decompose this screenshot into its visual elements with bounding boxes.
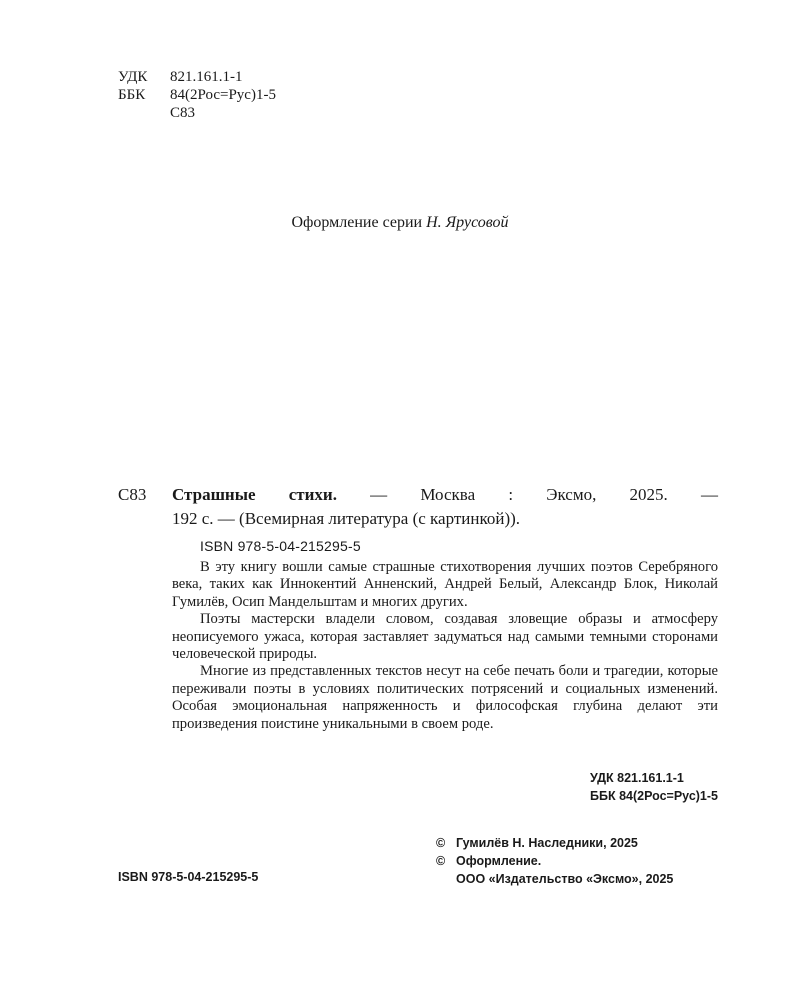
series-design-prefix: Оформление серии xyxy=(291,214,423,231)
series-designer-name: Н. Ярусовой xyxy=(426,214,509,231)
udk-label: УДК xyxy=(118,69,148,85)
entry-line-2: 192 с. — (Всемирная литература (с картинкой)). xyxy=(172,509,521,528)
abstract-paragraph-2: Поэты мастерски владели словом, создавая зловещие образы и атмосферу неописуемого ужаса, которая заставляет задуматься над самыми темными сторонами человеческой природы. xyxy=(172,611,718,663)
udk-value: 821.161.1-1 xyxy=(170,69,243,85)
index-bbk: ББК 84(2Рос=Рус)1-5 xyxy=(590,789,718,803)
entry-line-1 xyxy=(172,485,718,505)
bottom-isbn: ISBN 978-5-04-215295-5 xyxy=(118,870,259,884)
entry-author-mark: С83 xyxy=(118,485,147,504)
entry-isbn: ISBN 978-5-04-215295-5 xyxy=(200,538,361,554)
bbk-row xyxy=(118,86,276,104)
bbk-value: 84(2Рос=Рус)1-5 xyxy=(170,87,276,103)
udk-row xyxy=(118,68,243,86)
book-title: Страшные стихи. xyxy=(172,485,337,504)
author-mark: С83 xyxy=(170,105,196,121)
copyright-block xyxy=(436,834,673,888)
author-mark-row xyxy=(118,104,195,122)
entry-publication: — Москва : Эксмо, 2025. — xyxy=(370,485,718,504)
index-udk: УДК 821.161.1-1 xyxy=(590,771,684,785)
copyright-symbol: © xyxy=(436,854,446,868)
copyright-line-2: © Оформление. xyxy=(436,854,542,868)
copyright-symbol: © xyxy=(436,836,446,850)
abstract-paragraph-1: В эту книгу вошли самые страшные стихотворения лучших поэтов Серебряного века, таких как Иннокентий Анненский, Андрей Белый, Александр Блок, Николай Гумилёв, Осип Мандельштам и многих других. xyxy=(172,559,718,610)
abstract-paragraph-3: Многие из представленных текстов несут на себе печать боли и трагедии, которые переживали поэты в условиях политических потрясений и социальных изменений. Особая эмоциональная напряженность и философская глубина делают эти произведения поистине уникальными в своем роде. xyxy=(172,663,718,732)
series-design-credit xyxy=(0,214,800,232)
copyright-line-1: © Гумилёв Н. Наследники, 2025 xyxy=(436,836,638,850)
index-codes xyxy=(590,769,718,805)
bbk-label: ББК xyxy=(118,87,146,103)
copyright-line-3: ООО «Издательство «Эксмо», 2025 xyxy=(456,872,674,886)
abstract xyxy=(172,559,718,733)
